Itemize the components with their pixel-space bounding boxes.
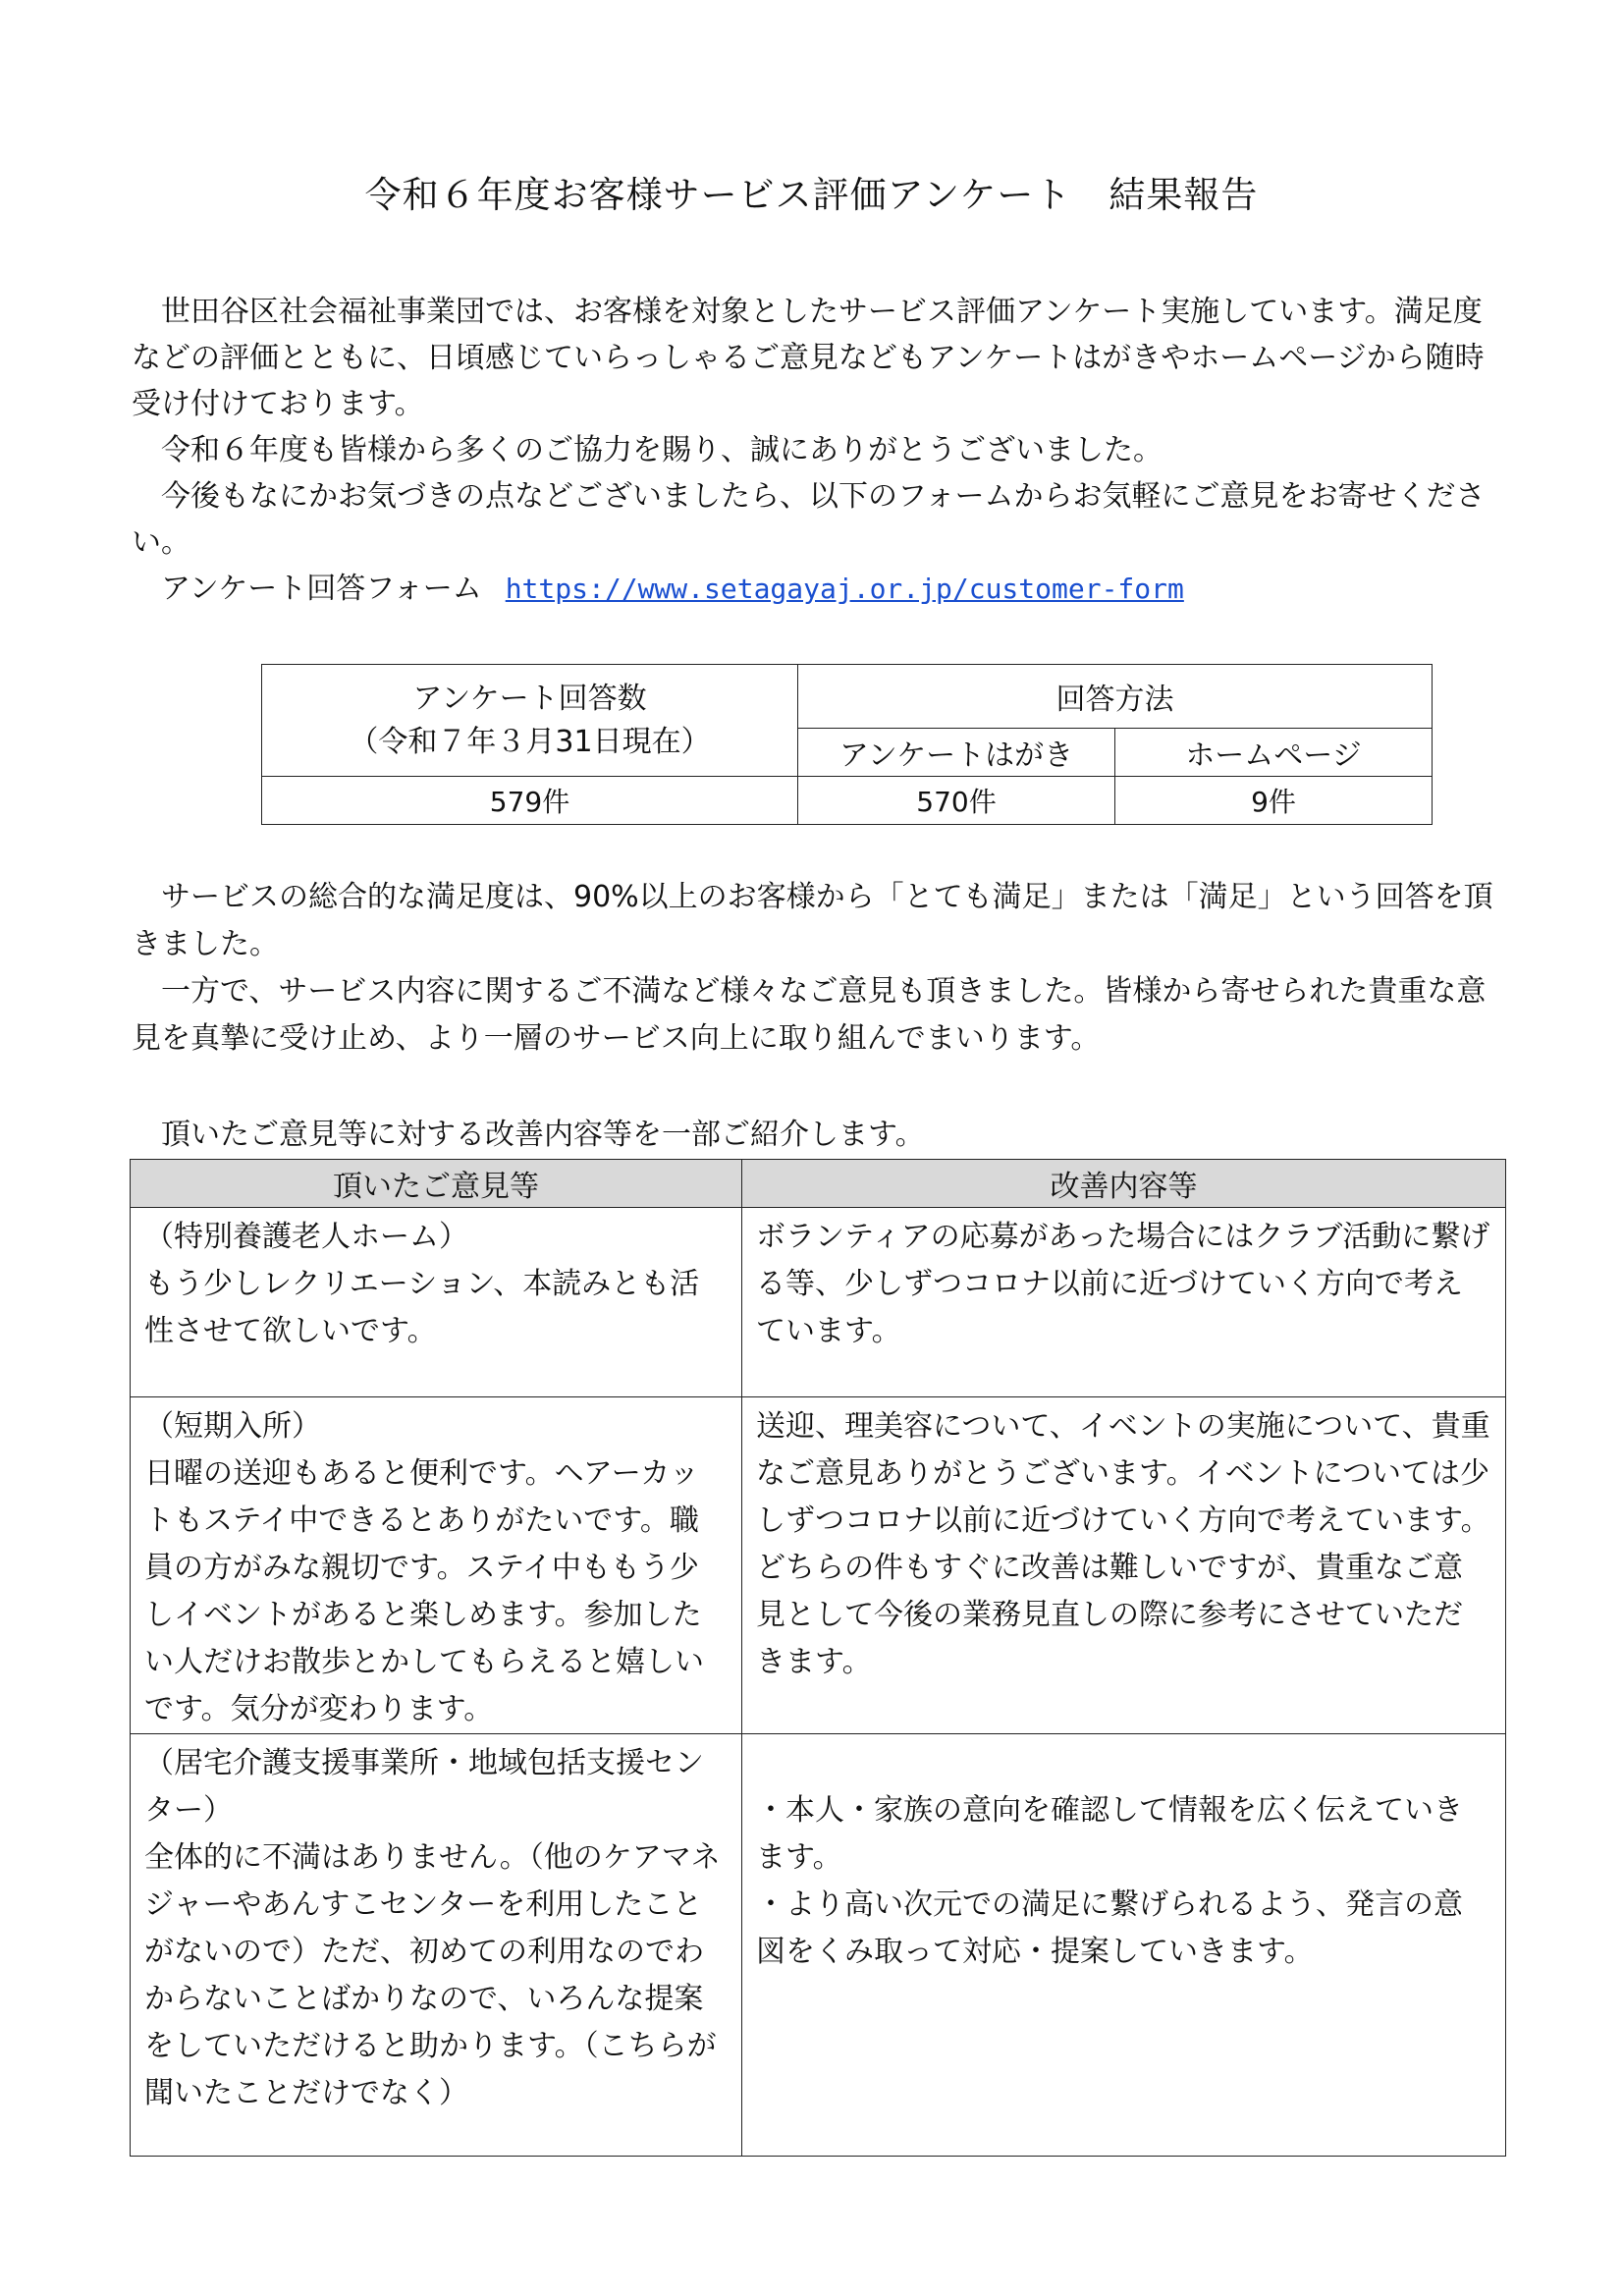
column-header-opinions: 頂いたご意見等 [131, 1160, 742, 1208]
total-count: 579件 [262, 777, 798, 825]
method-header: 回答方法 [798, 665, 1433, 729]
count-header-cell [262, 665, 798, 777]
postcard-count: 570件 [798, 777, 1115, 825]
intro-paragraph-2: 令和６年度も皆様から多くのご協力を賜り、誠にありがとうございました。 [161, 433, 1163, 467]
form-line [132, 566, 1506, 612]
category-label: （特別養護老人ホーム） [144, 1220, 468, 1254]
response-cell [742, 1734, 1506, 2157]
count-header: アンケート回答数 [412, 681, 647, 716]
summary-paragraph-2: 一方で、サービス内容に関するご不満など様々なご意見も頂きました。皆様から寄せられた貴重な意見を真摯に受け止め、より一層のサービス向上に取り組んでまいります。 [132, 974, 1487, 1056]
opinion-text: 全体的に不満はありません。（他のケアマネジャーやあんすこセンターを利用したことがないので）ただ、初めての利用なのでわからないことばかりなので、いろんな提案をしていただけると助かります。（こちらが聞いたことだけでなく） [144, 1840, 721, 2110]
opinions-table [130, 1159, 1506, 2157]
opinion-text: もう少しレクリエーション、本読みとも活性させて欲しいです。 [144, 1267, 700, 1348]
response-item-1: ・本人・家族の意向を確認して情報を広く伝えていきます。 [756, 1793, 1463, 1875]
spacer [756, 1740, 1491, 1787]
web-header: ホームページ [1115, 729, 1433, 777]
column-header-improvements: 改善内容等 [742, 1160, 1506, 1208]
response-text: ボランティアの応募があった場合にはクラブ活動に繋げる等、少しずつコロナ以前に近づけていく方向で考えています。 [756, 1220, 1490, 1348]
category-label: （居宅介護支援事業所・地域包括支援センター） [144, 1746, 704, 1828]
opinion-cell [131, 1208, 742, 1397]
intro-paragraph-1: 世田谷区社会福祉事業団では、お客様を対象としたサービス評価アンケート実施しています。満足度などの評価とともに、日頃感じていらっしゃるご意見などもアンケートはがきやホームページから随時受け付けております。 [132, 295, 1485, 421]
summary-paragraph-1: サービスの総合的な満足度は、90%以上のお客様から「とても満足」または「満足」という回答を頂きました。 [132, 880, 1493, 961]
table-row [131, 1397, 1506, 1734]
count-date: （令和７年３月31日現在） [349, 724, 711, 759]
form-label: アンケート回答フォーム [161, 572, 482, 606]
category-label: （短期入所） [144, 1409, 321, 1444]
response-text: 送迎、理美容について、イベントの実施について、貴重なご意見ありがとうございます。イベントについては少しずつコロナ以前に近づけていく方向で考えています。どちらの件もすぐに改善は難しいですが、貴重なご意見として今後の業務見直しの際に参考にさせていただきます。 [756, 1409, 1490, 1679]
summary-section [132, 874, 1506, 1063]
postcard-header: アンケートはがき [798, 729, 1115, 777]
response-item-2: ・より高い次元での満足に繋げられるよう、発言の意図をくみ取って対応・提案していきます。 [756, 1887, 1463, 1969]
opinion-cell [131, 1397, 742, 1734]
table-row [131, 1208, 1506, 1397]
intro-paragraph-3: 今後もなにかお気づきの点などございましたら、以下のフォームからお気軽にご意見をお寄せください。 [132, 479, 1486, 560]
opinions-lead: 頂いたご意見等に対する改善内容等を一部ご紹介します。 [161, 1118, 925, 1152]
form-url-link[interactable]: https://www.setagayaj.or.jp/customer-form [505, 573, 1184, 605]
opinion-cell [131, 1734, 742, 2157]
opinion-text: 日曜の送迎もあると便利です。ヘアーカットもステイ中できるとありがたいです。職員の方がみな親切です。ステイ中ももう少しイベントがあると楽しめます。参加したい人だけお散歩とかしてもらえると嬉しいです。気分が変わります。 [144, 1456, 704, 1726]
document-title: 令和６年度お客様サービス評価アンケート 結果報告 [364, 174, 1259, 216]
stats-table [261, 664, 1433, 825]
response-cell [742, 1397, 1506, 1734]
response-cell [742, 1208, 1506, 1397]
table-row [131, 1734, 1506, 2157]
web-count: 9件 [1115, 777, 1433, 825]
intro-section [132, 289, 1506, 612]
